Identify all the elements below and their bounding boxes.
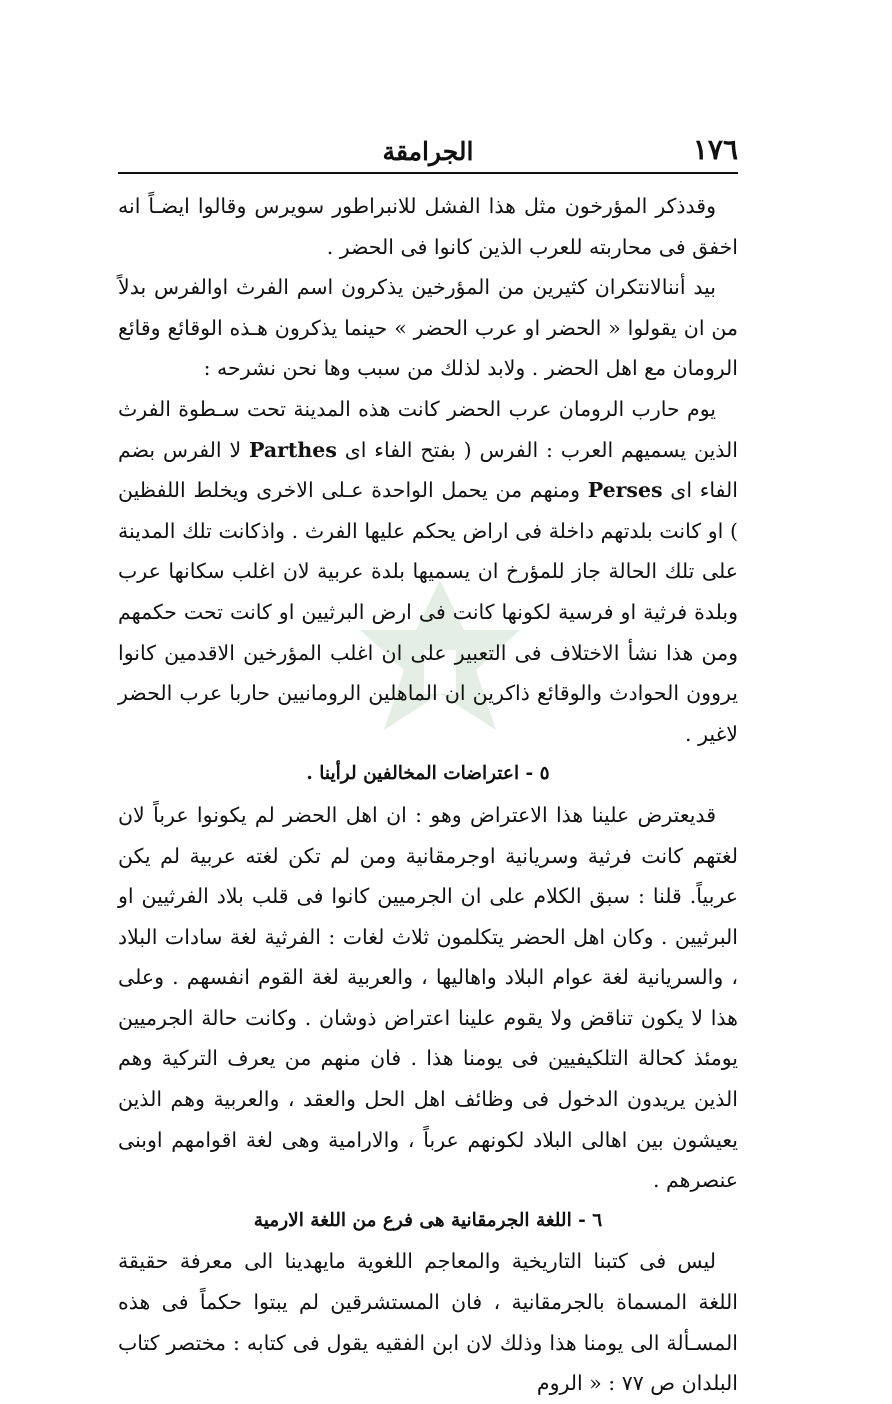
header-rule (118, 172, 738, 174)
paragraph (118, 1241, 738, 1403)
paragraph (118, 186, 738, 267)
text-run: بيد أننالانتكران كثيرين من المؤرخين يذكرون اسم الفرث اوالفرس بدلاً من ان يقولوا « الحضر او عرب الحضر » حينما يذكرون هـذه الوقائع وقائع الرومان مع اهل الحضر . ولابد لذلك من سبب وها نحن نشرحه : (118, 275, 738, 381)
text-run: لا الفرس بضم الفاء اى (118, 437, 738, 503)
section-heading (118, 754, 738, 795)
text-run: ٥ - اعتراضات المخالفين لرأينا . (306, 763, 550, 785)
page-header (118, 128, 738, 168)
text-run: يوم حارب الرومان عرب الحضر كانت هذه المدينة تحت سـطوة الفرث الذين يسميهم العرب : الفرس ( بفتح الفاء اى (118, 396, 738, 462)
text-run: ومنهم من يحمل الواحدة عـلى الاخرى ويخلط اللفظين ) او كانت بلدتهم داخلة فى اراض يحكم عليها الفرث . واذكانت تلك المدينة على تلك الحالة جاز للمؤرخ ان يسميها بلدة عربية لان اغلب سكانها عرب وبلدة فرثية او فرسية لكونها كانت فى ارض البرثيين او كانت تحت حكمهم ومن هذا نشأ الاختلاف فى التعبير على ان اغلب المؤرخين الاقدمين كانوا يروون الحوادث والوقائع ذاكرين ان الماهلين الرومانيين حاربا عرب الحضر لاغير . (118, 478, 738, 746)
latin-term: Perses (587, 478, 663, 503)
paragraph (118, 795, 738, 1201)
paragraph (118, 389, 738, 754)
text-run: ٦ - اللغة الجرمقانية هى فرع من اللغة الارمية (253, 1209, 603, 1231)
latin-term: Parthes (248, 437, 337, 462)
section-heading (118, 1201, 738, 1242)
text-run: وقدذكر المؤرخون مثل هذا الفشل للانبراطور سويرس وقالوا ايضـاً انه اخفق فى محاربته للعرب الذين كانوا فى الحضر . (118, 194, 738, 259)
page-number: ١٧٦ (692, 133, 738, 166)
body-text (118, 186, 738, 1396)
text-run: قديعترض علينا هذا الاعتراض وهو : ان اهل الحضر لم يكونوا عرباً لان لغتهم كانت فرثية وسريانية اوجرمقانية ومن لم تكن لغته عربية لم يكن عربياً. قلنا : سبق الكلام على ان الجرميين كانوا فى قلب بلاد الفرثيين او البرثيين . وكان اهل الحضر يتكلمون ثلاث لغات : الفرثية لغة سادات البلاد ، والسريانية لغة عوام البلاد واهاليها ، والعربية لغة القوم انفسهم . وعلى هذا لا يكون تناقض ولا يقوم علينا اعتراض ذوشان . وكانت حالة الجرميين يومئذ كحالة التلكيفيين فى يومنا هذا . فان منهم من يعرف التركية وهم الذين يريدون الدخول فى وظائف اهل الحل والعقد ، والعربية وهم الذين يعيشون بين اهالى البلاد لكونهم عرباً ، والارامية وهى لغة اقوامهم اوبنى عنصرهم . (118, 802, 738, 1193)
running-title: الجرامقة (382, 137, 474, 166)
paragraph (118, 267, 738, 389)
text-run: ليس فى كتبنا التاريخية والمعاجم اللغوية مايهدينا الى معرفة حقيقة اللغة المسماة بالجرمقانية ، فان المستشرقين لم يبتوا حكماً فى هذه المسـألة الى يومنا هذا وذلك لان ابن الفقيه يقول فى كتابه : مختصر كتاب البلدان ص ٧٧ : « الروم (118, 1249, 738, 1396)
